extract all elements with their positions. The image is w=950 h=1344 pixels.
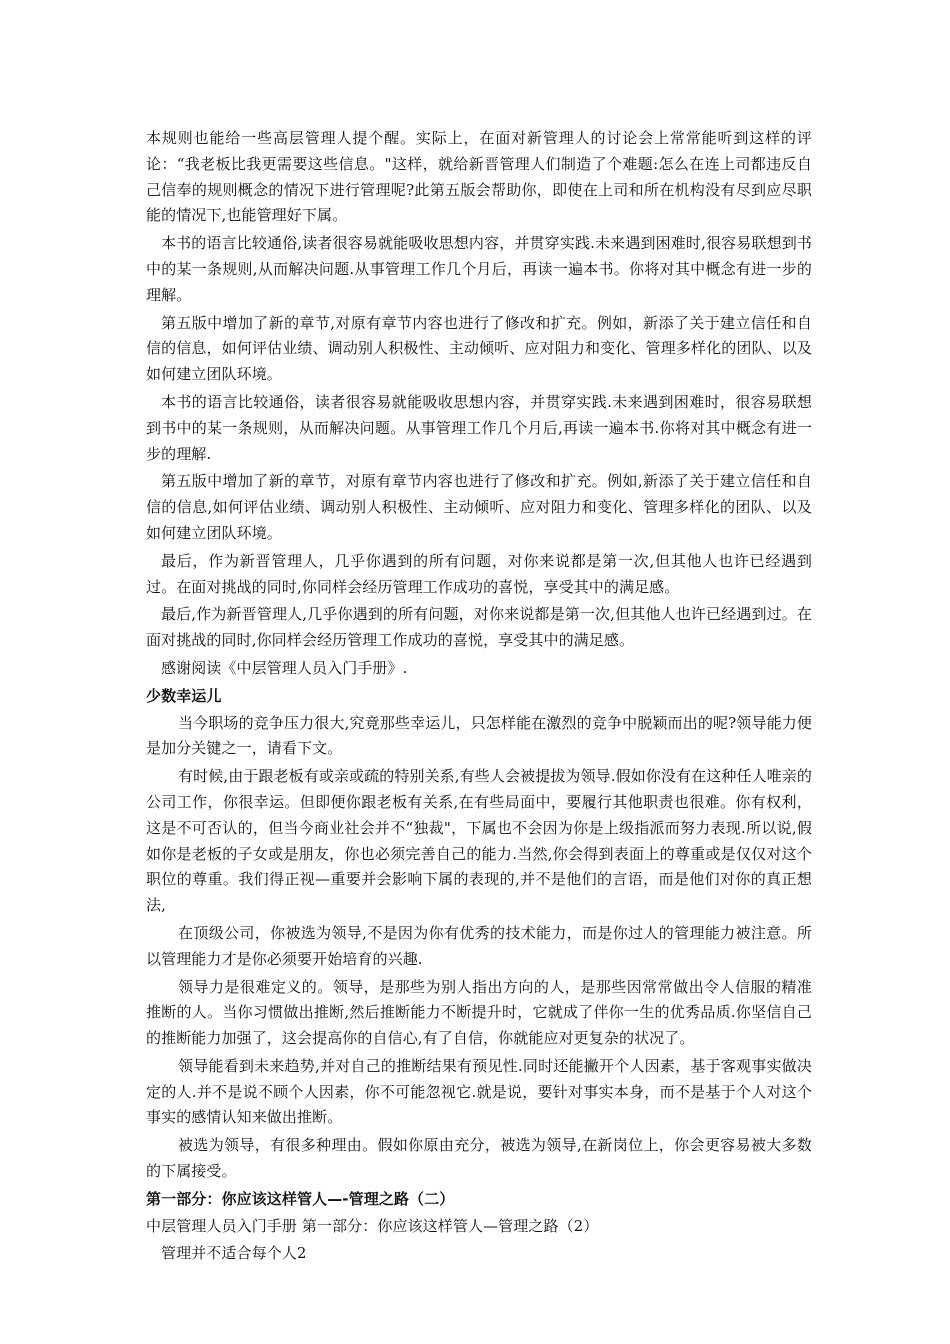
paragraph: 有时候,由于跟老板有或亲或疏的特别关系,有些人会被提拔为领导.假如你没有在这种任人唯亲的公司工作，你很幸运。但即便你跟老板有关系,在有些局面中，要履行其他职责也很难。你有权利，这是不可否认的，但当今商业社会并不“独裁"，下属也不会因为你是上级指派而努力表现.所以说,假如你是老板的子女或是朋友，你也必须完善自己的能力.当然,你会得到表面上的尊重或是仅仅对这个职位的尊重。我们得正视—重要并会影响下属的表现的,并不是他们的言语，而是他们对你的真正想法, [146,767,812,915]
paragraph: 中层管理人员入门手册 第一部分：你应该这样管人—管理之路（2） [146,1216,599,1235]
paragraph: 本书的语言比较通俗,读者很容易就能吸收思想内容，并贯穿实践.未来遇到困难时,很容易联想到书中的某一条规则,从而解决问题.从事管理工作几个月后，再读一遍本书。你将对其中概念有进一步的理解。 [146,234,812,304]
paragraph: 在顶级公司，你被选为领导,不是因为你有优秀的技术能力，而是你过人的管理能力被注意。所以管理能力才是你必须要开始培育的兴趣. [146,923,812,968]
paragraph: 当今职场的竞争压力很大,究竟那些幸运儿，只怎样能在激烈的竞争中脱颖而出的呢?领导能力便是加分关键之一，请看下文。 [146,713,812,758]
paragraph: 领导能看到未来趋势,并对自己的推断结果有预见性.同时还能撇开个人因素，基于客观事实做决定的人.并不是说不顾个人因素，你不可能忽视它.就是说，要针对事实本身，而不是基于个人对这个事实的感情认知来做出推断。 [146,1056,812,1127]
paragraph: 管理并不适合每个人2 [161,1244,307,1263]
paragraph: 本规则也能给一些高层管理人提个醒。实际上，在面对新管理人的讨论会上常常能听到这样的评论：“我老板比我更需要这些信息。"这样，就给新晋管理人们制造了个难题:怎么在连上司都违反自己信奉的规则概念的情况下进行管理呢?此第五版会帮助你，即使在上司和所在机构没有尽到应尽职能的情况下,也能管理好下属。 [146,129,812,225]
paragraph: 第五版中增加了新的章节，对原有章节内容也进行了修改和扩充。例如,新添了关于建立信任和自信的信息,如何评估业绩、调动别人积极性、主动倾听、应对阻力和变化、管理多样化的团队、以及如何建立团队环境。 [146,472,812,542]
paragraph: 最后,作为新晋管理人,几乎你遇到的所有问题，对你来说都是第一次,但其他人也许已经遇到过。在面对挑战的同时,你同样会经历管理工作成功的喜悦，享受其中的满足感。 [146,605,812,650]
section-heading: 少数幸运儿 [146,686,222,705]
paragraph: 领导力是很难定义的。领导，是那些为别人指出方向的人，是那些因常常做出令人信服的精准推断的人。当你习惯做出推断,然后推断能力不断提升时，它就成了伴你一生的优秀品质.你坚信自己的推断能力加强了，这会提高你的自信心,有了自信，你就能应对更复杂的状况了。 [146,977,812,1048]
paragraph: 最后，作为新晋管理人，几乎你遇到的所有问题，对你来说都是第一次,但其他人也许已经遇到过。在面对挑战的同时,你同样会经历管理工作成功的喜悦，享受其中的满足感。 [146,551,812,596]
document-body [146,126,812,1269]
paragraph: 被选为领导，有很多种理由。假如你原由充分，被选为领导,在新岗位上，你会更容易被大多数的下属接受。 [146,1136,812,1181]
paragraph: 本书的语言比较通俗，读者很容易就能吸收思想内容，并贯穿实践.未来遇到困难时，很容易联想到书中的某一条规则，从而解决问题。从事管理工作几个月后,再读一遍本书.你将对其中概念有进一步的理解. [146,392,812,463]
paragraph: 感谢阅读《中层管理人员入门手册》. [161,658,408,677]
paragraph: 第五版中增加了新的章节,对原有章节内容也进行了修改和扩充。例如，新添了关于建立信任和自信的信息，如何评估业绩、调动别人积极性、主动倾听、应对阻力和变化、管理多样化的团队、以及如何建立团队环境。 [146,313,812,384]
section-heading: 第一部分：你应该这样管人—-管理之路（二） [146,1189,455,1208]
